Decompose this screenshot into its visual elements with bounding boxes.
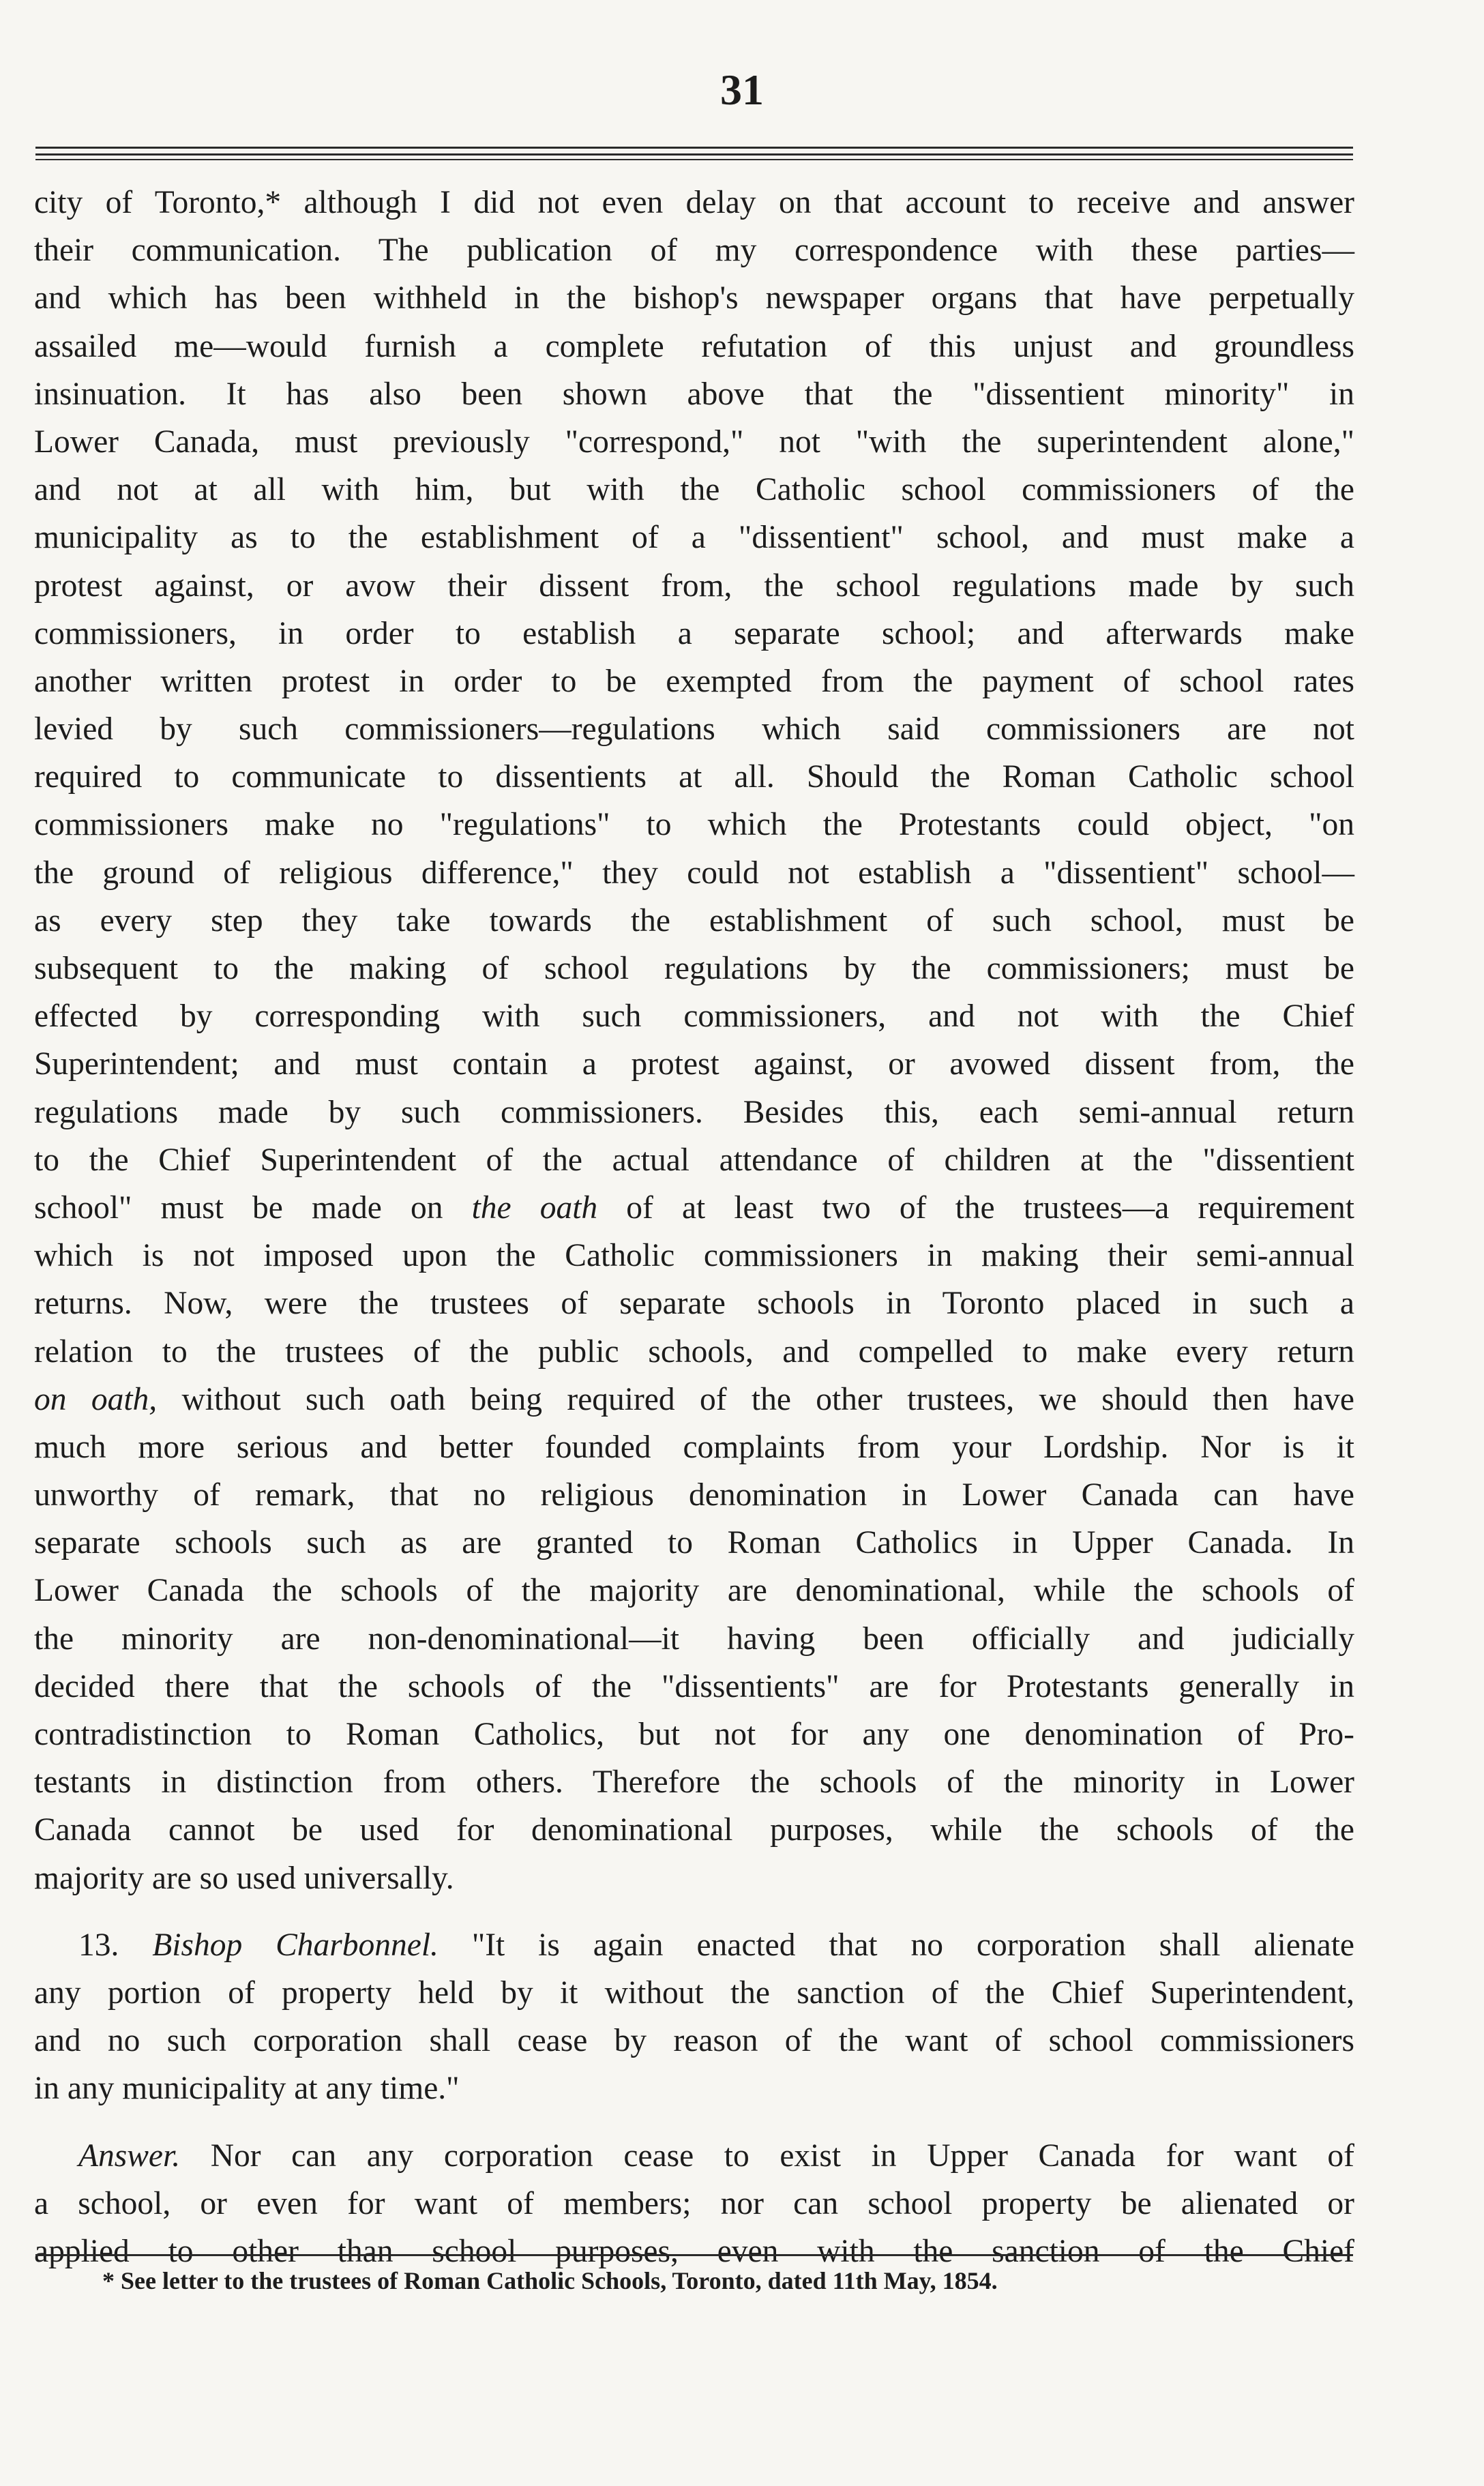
text-line: Canada cannot be used for denominational purposes, while the schools of the bbox=[34, 1812, 1354, 1848]
text-line: another written protest in order to be exempted from the payment of school rates bbox=[34, 663, 1354, 699]
text-line: Lower Canada, must previously "correspond," not "with the superintendent alone," bbox=[34, 424, 1354, 460]
header-rule bbox=[35, 147, 1353, 149]
text-line: contradistinction to Roman Catholics, but not for any one denomination of Pro- bbox=[34, 1717, 1354, 1752]
text-line: and which has been withheld in the bishop's newspaper organs that have perpetually bbox=[34, 280, 1354, 316]
text-line: decided there that the schools of the "dissentients" are for Protestants generally in bbox=[34, 1668, 1354, 1704]
answer-first-line: Answer. Nor can any corporation cease to exist in Upper Canada for want of bbox=[78, 2137, 1354, 2174]
text-line: commissioners make no "regulations" to which the Protestants could object, "on bbox=[34, 807, 1354, 843]
text-line: separate schools such as are granted to Roman Catholics in Upper Canada. In bbox=[34, 1525, 1354, 1561]
text-line: relation to the trustees of the public schools, and compelled to make every return bbox=[34, 1333, 1354, 1370]
text-line: levied by such commissioners—regulations which said commissioners are not bbox=[34, 711, 1354, 748]
text-line: in any municipality at any time." bbox=[34, 2071, 460, 2107]
text-line: which is not imposed upon the Catholic commissioners in making their semi-annual bbox=[34, 1238, 1354, 1274]
text-line: any portion of property held by it without the sanction of the Chief Superintendent, bbox=[34, 1974, 1354, 2011]
text-line: the ground of religious difference," they could not establish a "dissentient" school— bbox=[34, 855, 1354, 891]
text-line: and no such corporation shall cease by reason of the want of school commissioners bbox=[34, 2023, 1354, 2059]
text-line: as every step they take towards the establishment of such school, must be bbox=[34, 902, 1354, 938]
para-13-first-line: 13. Bishop Charbonnel. "It is again enacted that no corporation shall alienate bbox=[78, 1927, 1354, 1963]
text-line: effected by corresponding with such commissioners, and not with the Chief bbox=[34, 998, 1354, 1035]
text-line: regulations made by such commissioners. Besides this, each semi-annual return bbox=[34, 1094, 1354, 1130]
paragraph-continued bbox=[34, 1232, 1354, 1376]
text-line: commissioners, in order to establish a separate school; and afterwards make bbox=[34, 615, 1354, 651]
text-line: Lower Canada the schools of the majority are denominational, while the schools of bbox=[34, 1573, 1354, 1609]
text-line: majority are so used universally. bbox=[34, 1860, 454, 1896]
text-line: to the Chief Superintendent of the actual attendance of children at the "dissentient bbox=[34, 1142, 1354, 1178]
text-line: testants in distinction from others. Therefore the schools of the minority in Lower bbox=[34, 1764, 1354, 1801]
paragraph-continued bbox=[34, 1423, 1354, 1902]
paragraph-continued bbox=[34, 179, 1354, 1184]
header-rule bbox=[35, 153, 1353, 156]
page-number: 31 bbox=[720, 65, 764, 114]
body-text bbox=[34, 179, 1354, 2275]
text-line: unworthy of remark, that no religious denomination in Lower Canada can have bbox=[34, 1477, 1354, 1513]
text-line: applied to other than school purposes, even with the sanction of the Chief bbox=[34, 2233, 1354, 2269]
text-line: city of Toronto,* although I did not even delay on that account to receive and answer bbox=[34, 185, 1354, 220]
text-line: subsequent to the making of school regulations by the commissioners; must be bbox=[34, 951, 1354, 986]
text-line: protest against, or avow their dissent from, the school regulations made by such bbox=[34, 567, 1354, 604]
text-line: returns. Now, were the trustees of separate schools in Toronto placed in such a bbox=[34, 1286, 1354, 1322]
text-line: insinuation. It has also been shown above that the "dissentient minority" in bbox=[34, 376, 1354, 412]
header-rule bbox=[35, 159, 1353, 160]
text-line: municipality as to the establishment of a "dissentient" school, and must make a bbox=[34, 520, 1354, 556]
text-line: Superintendent; and must contain a protest against, or avowed dissent from, the bbox=[34, 1046, 1354, 1082]
text-line: required to communicate to dissentients at all. Should the Roman Catholic school bbox=[34, 759, 1354, 795]
answer-paragraph bbox=[34, 2180, 1354, 2275]
text-line: a school, or even for want of members; nor can school property be alienated or bbox=[34, 2185, 1354, 2221]
footnote: * See letter to the trustees of Roman Catholic Schools, Toronto, dated 11th May, 1854. bbox=[102, 2267, 998, 2294]
text-line: the minority are non-denominational—it having been officially and judicially bbox=[34, 1621, 1354, 1657]
paragraph-13 bbox=[34, 1969, 1354, 2113]
text-line: assailed me—would furnish a complete refutation of this unjust and groundless bbox=[34, 328, 1354, 364]
text-line: school" must be made on the oath of at least two of the trustees—a requirement bbox=[34, 1189, 1354, 1226]
text-line: much more serious and better founded complaints from your Lordship. Nor is it bbox=[34, 1429, 1354, 1465]
text-line: on oath, without such oath being required of the other trustees, we should then have bbox=[34, 1381, 1355, 1417]
footnote-rule bbox=[35, 2254, 1353, 2256]
text-line: and not at all with him, but with the Catholic school commissioners of the bbox=[34, 472, 1354, 508]
text-line: their communication. The publication of my correspondence with these parties— bbox=[34, 233, 1354, 269]
